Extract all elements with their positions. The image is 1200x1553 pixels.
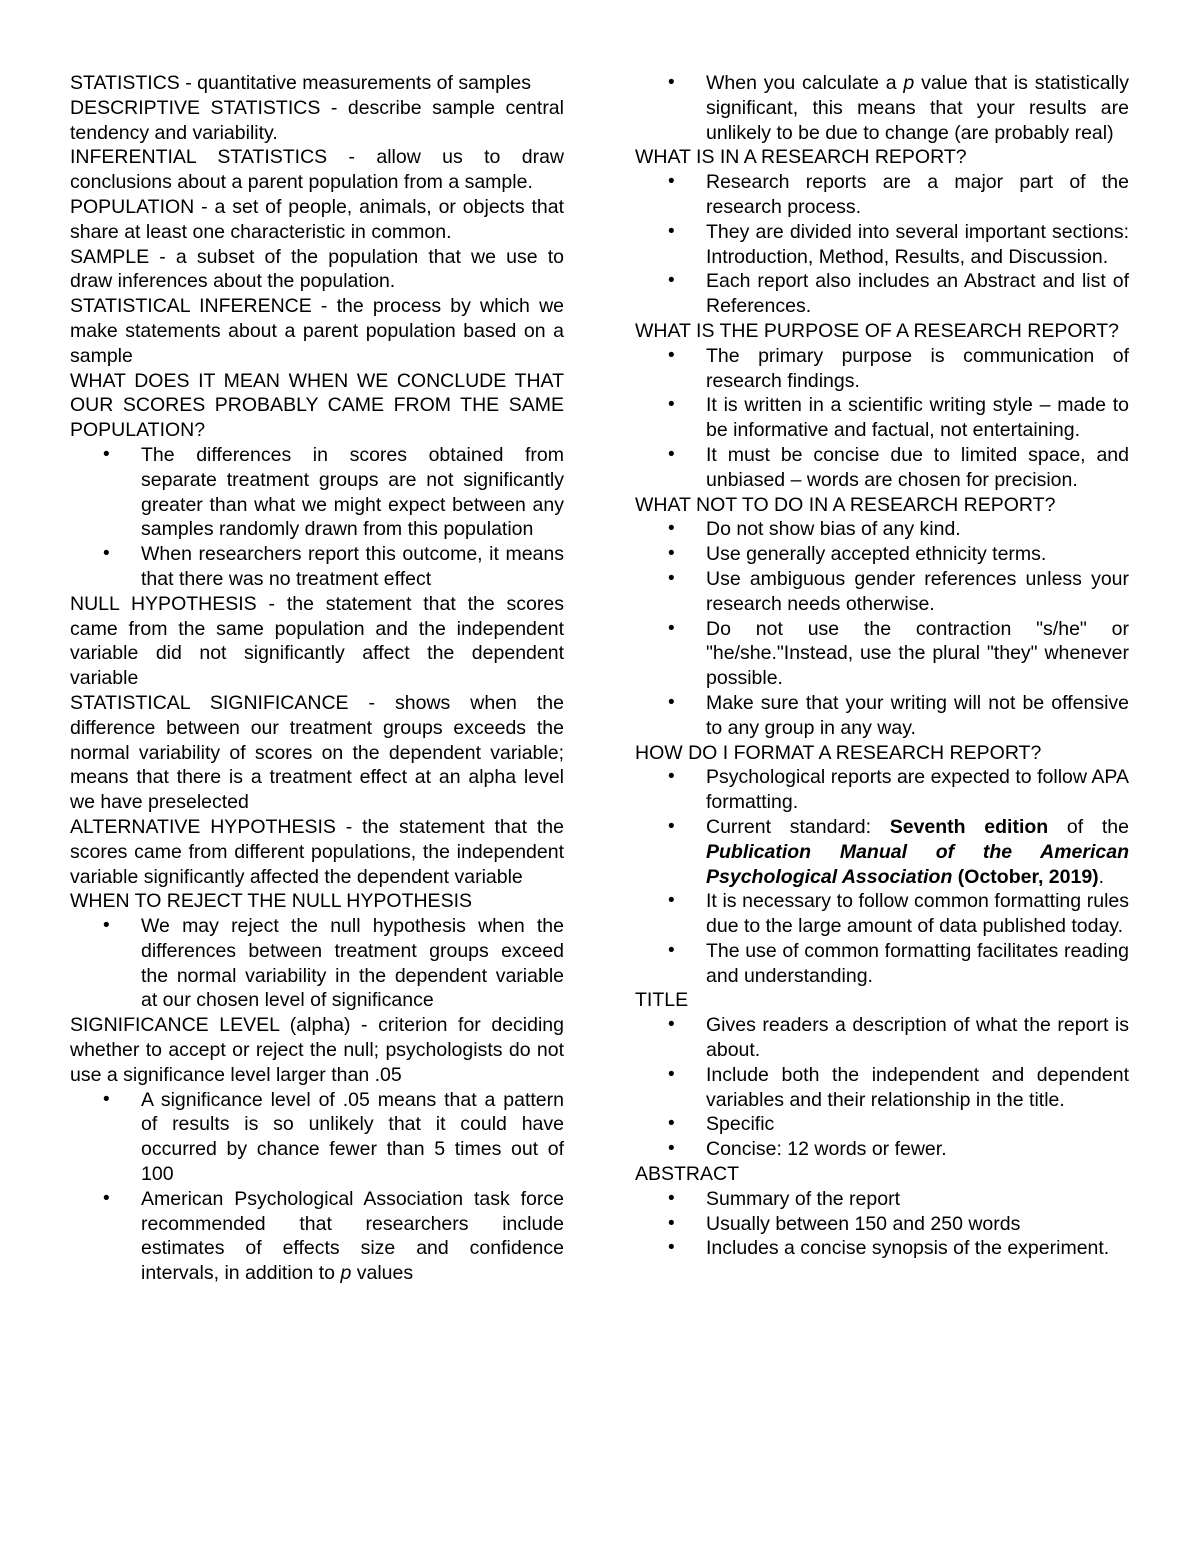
list-item: • Research reports are a major part of the research process. xyxy=(706,170,1129,220)
list-item: • Each report also includes an Abstract and list of References. xyxy=(706,269,1129,319)
sample-definition: SAMPLE - a subset of the population that we use to draw inferences about the population. xyxy=(70,245,564,293)
report-contents-heading: WHAT IS IN A RESEARCH REPORT? xyxy=(635,146,967,169)
conclude-bullet-list xyxy=(70,443,564,592)
null-hypothesis-definition: NULL HYPOTHESIS - the statement that the scores came from the same population and the independent variable did not significantly affect the dependent variable xyxy=(70,592,564,690)
list-item: • Do not use the contraction "s/he" or "he/she."Instead, use the plural "they" whenever possible. xyxy=(706,617,1129,691)
report-purpose-heading: WHAT IS THE PURPOSE OF A RESEARCH REPORT? xyxy=(635,319,1119,342)
reject-bullet-list xyxy=(70,914,564,1013)
p-symbol: p xyxy=(903,72,915,94)
inferential-statistics-definition: INFERENTIAL STATISTICS - allow us to draw conclusions about a parent population from a sample. xyxy=(70,146,564,194)
list-item: • It is necessary to follow common formatting rules due to the large amount of data published today. xyxy=(706,889,1129,939)
bullet-text: When you calculate a xyxy=(706,72,904,94)
list-item: • The differences in scores obtained from separate treatment groups are not significantly greater than what we might expect between any samples randomly drawn from this population xyxy=(141,443,564,542)
bullet-text: Current standard: xyxy=(706,815,890,838)
bullet-text: values xyxy=(351,1262,414,1285)
report-purpose-bullet-list xyxy=(635,344,1129,493)
list-item: • Concise: 12 words or fewer. xyxy=(706,1137,1129,1162)
title-heading: TITLE xyxy=(635,989,689,1012)
list-item: • Summary of the report xyxy=(706,1187,1129,1212)
list-item xyxy=(706,815,1129,889)
population-definition: POPULATION - a set of people, animals, or objects that share at least one characteristic in common. xyxy=(70,195,564,243)
format-bullet-list xyxy=(635,765,1129,988)
what-not-to-do-bullet-list xyxy=(635,517,1129,740)
p-value-bullet-list xyxy=(635,71,1129,145)
conclude-heading: WHAT DOES IT MEAN WHEN WE CONCLUDE THAT OUR SCORES PROBABLY CAME FROM THE SAME POPULATION? xyxy=(70,369,564,442)
list-item: • Specific xyxy=(706,1112,1129,1137)
list-item: • Includes a concise synopsis of the experiment. xyxy=(706,1236,1129,1261)
list-item: • Psychological reports are expected to follow APA formatting. xyxy=(706,765,1129,815)
reject-null-heading: WHEN TO REJECT THE NULL HYPOTHESIS xyxy=(70,890,472,913)
bullet-text: American Psychological Association task force recommended that researchers include estimates of effects size and confidence intervals, in addition to xyxy=(141,1187,564,1285)
list-item xyxy=(141,1187,564,1286)
list-item: • It must be concise due to limited space, and unbiased – words are chosen for precision. xyxy=(706,443,1129,493)
list-item: • It is written in a scientific writing style – made to be informative and factual, not entertaining. xyxy=(706,393,1129,443)
edition-text: Seventh edition xyxy=(889,815,1049,838)
list-item: • Usually between 150 and 250 words xyxy=(706,1212,1129,1237)
statistical-significance-definition: STATISTICAL SIGNIFICANCE - shows when the difference between our treatment groups exceeds the normal variability of scores on the dependent variable; means that there is a treatment effect at an alpha level we have preselected xyxy=(70,691,564,814)
list-item: • We may reject the null hypothesis when the differences between treatment groups exceed the normal variability in the dependent variable at our chosen level of significance xyxy=(141,914,564,1013)
left-column xyxy=(70,71,564,1286)
title-bullet-list xyxy=(635,1013,1129,1162)
list-item: • Use ambiguous gender references unless your research needs otherwise. xyxy=(706,567,1129,617)
what-not-to-do-heading: WHAT NOT TO DO IN A RESEARCH REPORT? xyxy=(635,493,1056,516)
list-item: • The primary purpose is communication of research findings. xyxy=(706,344,1129,394)
significance-level-definition: SIGNIFICANCE LEVEL (alpha) - criterion for deciding whether to accept or reject the null; psychologists do not use a significance level larger than .05 xyxy=(70,1014,564,1086)
alternative-hypothesis-definition: ALTERNATIVE HYPOTHESIS - the statement that the scores came from different populations, the independent variable significantly affected the dependent variable xyxy=(70,815,564,888)
statistical-inference-definition: STATISTICAL INFERENCE - the process by which we make statements about a parent population based on a sample xyxy=(70,295,564,367)
significance-bullet-list xyxy=(70,1088,564,1286)
list-item: • A significance level of .05 means that a pattern of results is so unlikely that it could have occurred by chance fewer than 5 times out of 100 xyxy=(141,1088,564,1187)
list-item: • Include both the independent and dependent variables and their relationship in the title. xyxy=(706,1063,1129,1113)
list-item: • They are divided into several important sections: Introduction, Method, Results, and Discussion. xyxy=(706,220,1129,270)
list-item: • The use of common formatting facilitates reading and understanding. xyxy=(706,939,1129,989)
bullet-text: . xyxy=(1098,865,1105,888)
bullet-text: value that is statistically significant, this means that your results are unlikely to be due to change (are probably real) xyxy=(706,72,1130,144)
publication-manual-title: Publication Manual of the American Psychological Association xyxy=(706,840,1129,888)
list-item: • When researchers report this outcome, it means that there was no treatment effect xyxy=(141,542,564,592)
list-item: • Do not show bias of any kind. xyxy=(706,517,1129,542)
statistics-definition: STATISTICS - quantitative measurements of samples xyxy=(70,72,531,94)
publication-date: (October, 2019) xyxy=(952,865,1099,888)
p-symbol: p xyxy=(340,1262,352,1285)
list-item xyxy=(706,71,1129,145)
abstract-bullet-list xyxy=(635,1187,1129,1261)
right-column xyxy=(635,71,1129,1261)
report-contents-bullet-list xyxy=(635,170,1129,319)
list-item: • Gives readers a description of what the report is about. xyxy=(706,1013,1129,1063)
descriptive-statistics-definition: DESCRIPTIVE STATISTICS - describe sample central tendency and variability. xyxy=(70,96,564,144)
format-heading: HOW DO I FORMAT A RESEARCH REPORT? xyxy=(635,741,1042,764)
list-item: • Make sure that your writing will not be offensive to any group in any way. xyxy=(706,691,1129,741)
abstract-heading: ABSTRACT xyxy=(635,1163,740,1186)
list-item: • Use generally accepted ethnicity terms. xyxy=(706,542,1129,567)
bullet-text: of the xyxy=(1048,815,1129,838)
